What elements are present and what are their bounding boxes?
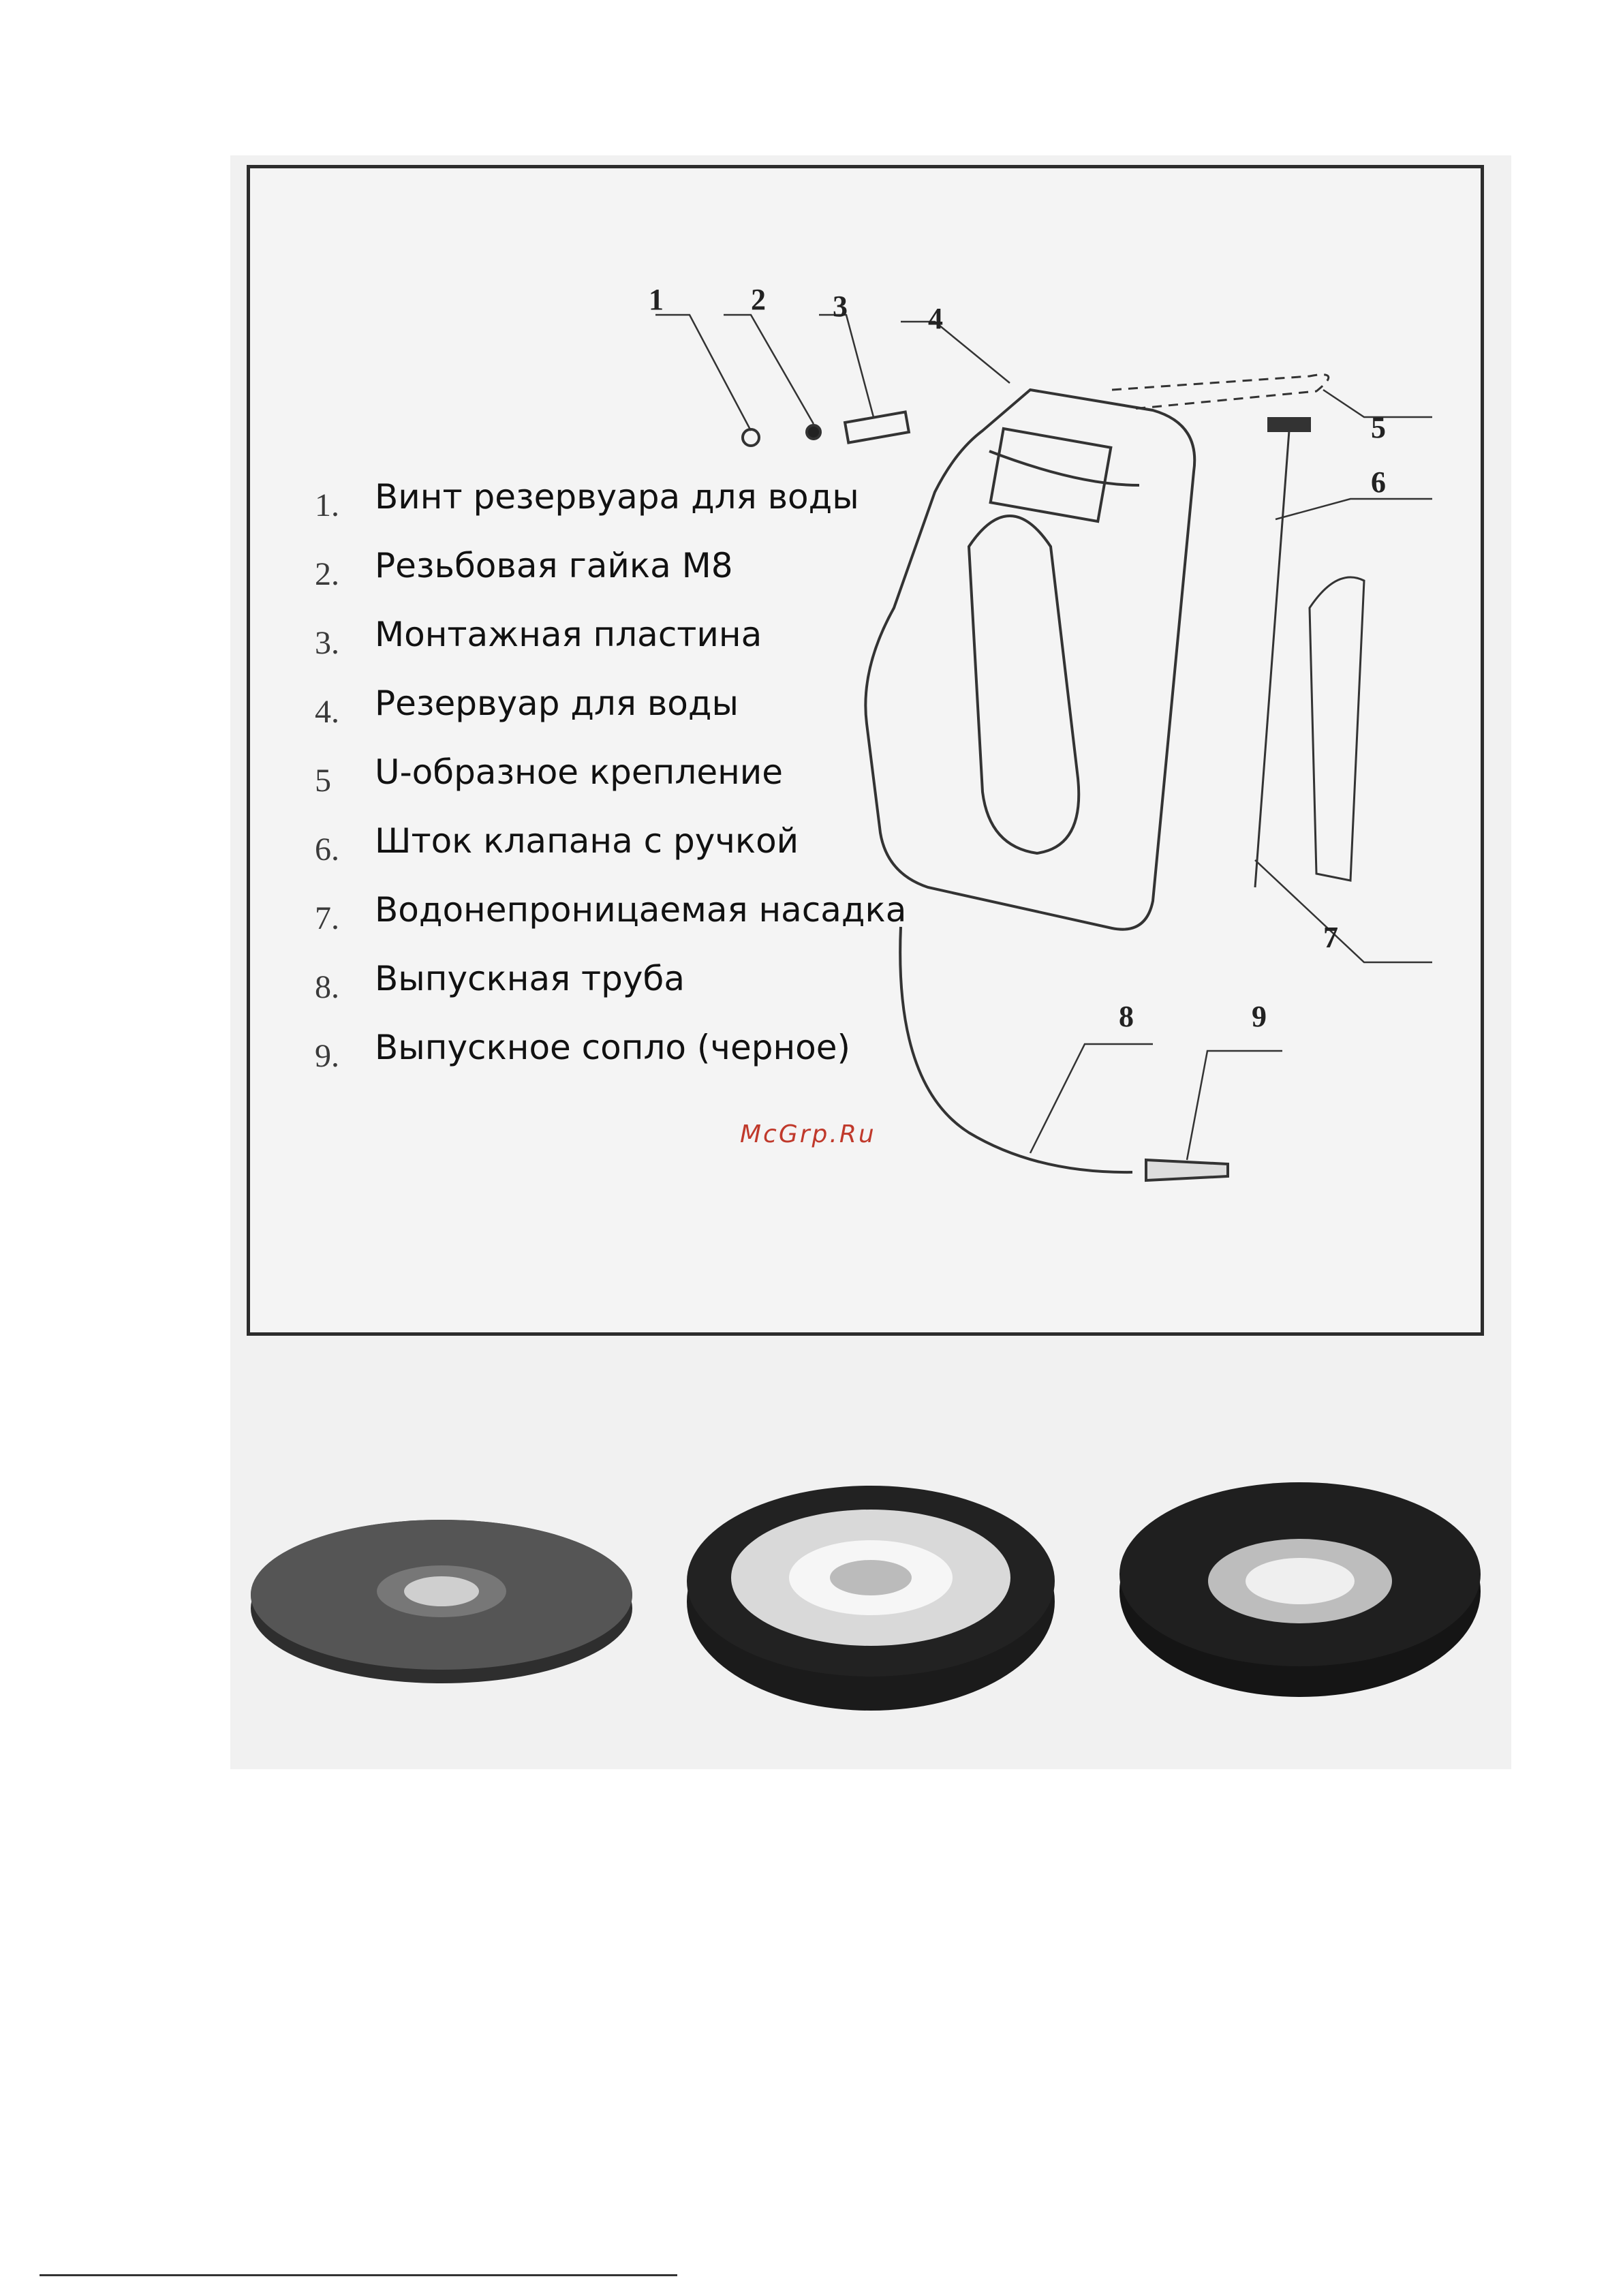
legend-item xyxy=(315,959,914,1028)
legend-item xyxy=(315,684,914,752)
leader-2 xyxy=(724,315,814,424)
legend-item xyxy=(315,546,914,615)
legend-item xyxy=(315,477,914,546)
legend-number: 4. xyxy=(315,694,339,730)
callout-2: 2 xyxy=(751,283,766,316)
callout-7: 7 xyxy=(1323,921,1338,954)
watermark: McGrp.Ru xyxy=(740,1120,876,1148)
legend-number: 2. xyxy=(315,556,339,592)
nut xyxy=(807,425,820,439)
parts-legend xyxy=(315,477,914,1097)
u-bracket xyxy=(1112,375,1329,409)
tank-window xyxy=(991,429,1111,521)
legend-label: U-образное крепление xyxy=(375,752,784,792)
brush-photos xyxy=(230,1445,1511,1758)
footer-rule xyxy=(40,2274,677,2276)
legend-number: 9. xyxy=(315,1038,339,1074)
leader-7 xyxy=(1255,860,1432,962)
legend-label: Резервуар для воды xyxy=(375,684,739,723)
mounting-plate xyxy=(845,412,909,442)
legend-label: Монтажная пластина xyxy=(375,615,762,654)
callout-6: 6 xyxy=(1371,465,1386,499)
legend-item xyxy=(315,1028,914,1097)
water-tank-outline xyxy=(865,390,1194,930)
callout-8: 8 xyxy=(1119,1000,1134,1033)
legend-label: Винт резервуара для воды xyxy=(375,477,859,517)
leader-8 xyxy=(1030,1044,1153,1153)
legend-item xyxy=(315,821,914,890)
screw xyxy=(743,429,759,446)
valve-stem xyxy=(1255,431,1289,887)
leader-9 xyxy=(1187,1051,1282,1160)
outlet-tube xyxy=(900,927,1132,1172)
legend-item xyxy=(315,615,914,684)
callout-5: 5 xyxy=(1371,411,1386,444)
black-brush-image xyxy=(1119,1482,1481,1697)
bristle-brush-image xyxy=(687,1486,1055,1711)
legend-label: Водонепроницаемая насадка xyxy=(375,890,907,930)
callout-3: 3 xyxy=(833,290,848,323)
leader-6 xyxy=(1276,499,1432,519)
legend-number: 8. xyxy=(315,969,339,1005)
callout-4: 4 xyxy=(928,302,943,335)
legend-item xyxy=(315,752,914,821)
valve-handle xyxy=(1269,418,1310,431)
legend-number: 1. xyxy=(315,487,339,523)
callout-9: 9 xyxy=(1252,1000,1267,1033)
legend-number: 7. xyxy=(315,900,339,936)
callout-1: 1 xyxy=(649,283,664,316)
machine-handle xyxy=(1310,577,1364,881)
pad-holder-image xyxy=(251,1520,632,1683)
legend-item xyxy=(315,890,914,959)
outlet-nozzle xyxy=(1146,1160,1228,1180)
legend-label: Резьбовая гайка М8 xyxy=(375,546,733,585)
leader-1 xyxy=(655,315,751,431)
legend-label: Шток клапана с ручкой xyxy=(375,821,799,861)
leader-3 xyxy=(819,315,874,417)
water-tank-inner xyxy=(969,451,1139,853)
legend-label: Выпускное сопло (черное) xyxy=(375,1028,850,1067)
legend-label: Выпускная труба xyxy=(375,959,685,998)
leader-4 xyxy=(901,322,1010,383)
legend-number: 3. xyxy=(315,625,339,661)
legend-number: 5 xyxy=(315,763,331,799)
legend-number: 6. xyxy=(315,831,339,868)
